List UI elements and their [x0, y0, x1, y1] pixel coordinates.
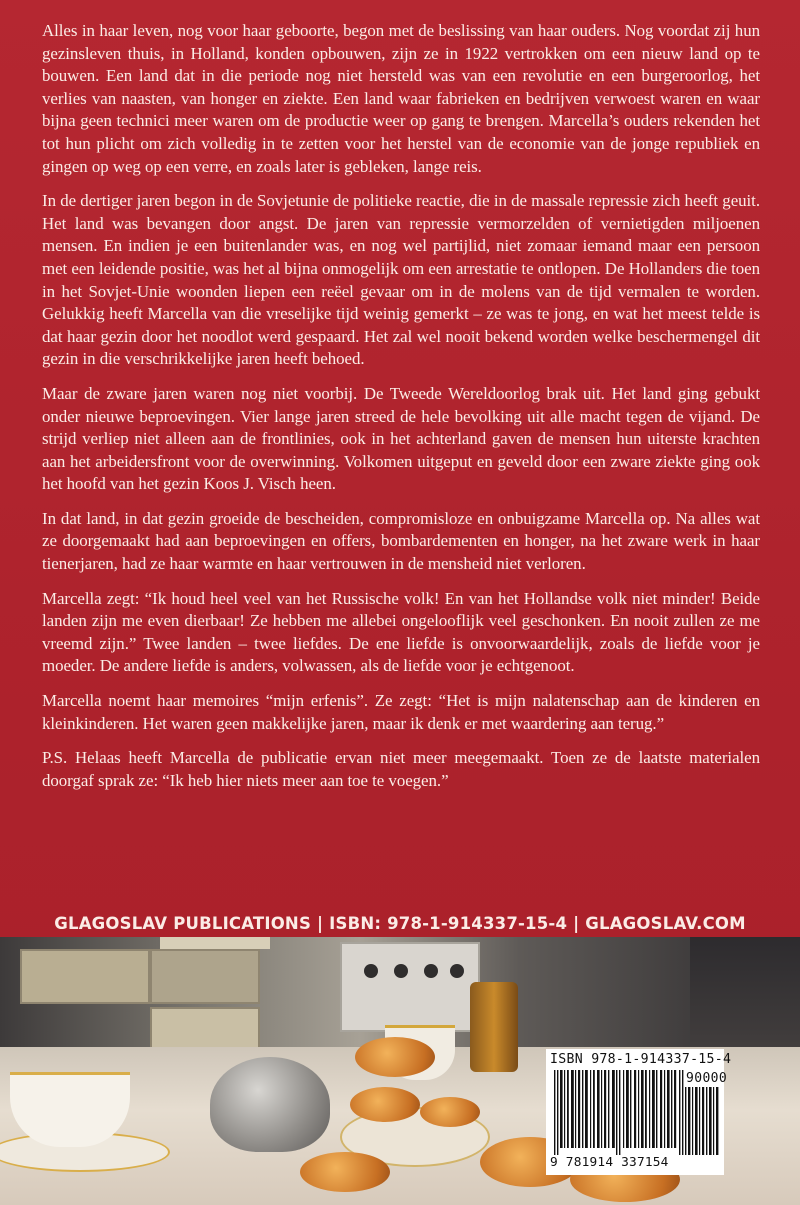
blurb-text [42, 20, 760, 804]
bread-roll [350, 1087, 420, 1122]
isbn-barcode [546, 1049, 732, 1175]
price-code: 90000 [686, 1071, 728, 1086]
blurb-paragraph-6: Marcella noemt haar memoires “mijn erfenis”. Ze zegt: “Het is mijn nalatenschap aan de kinderen en kleinkinderen. Het waren geen makkelijke jaren, maar ik denk er met waardering aan terug.” [42, 691, 760, 733]
barcode-bars [552, 1070, 686, 1155]
addon-barcode-bars [684, 1087, 720, 1155]
teapot [210, 1057, 330, 1152]
blurb-paragraph-2: In de dertiger jaren begon in de Sovjetunie de politieke reactie, die in de massale repressie zich heeft geuit. Het land was bevangen door angst. De jaren van repressie vermorzelden of vernietigden miljoenen mensen. En indien je een buitenlander was, en nog wel partijlid, niet zomaar iemand maar een persoon met een leidende positie, was het al bijna onmogelijk om een arrestatie te ontlopen. De Hollanders die toen in het Sovjet-Unie woonden liepen een reëel gevaar om in de molens van de tijd vermalen te worden. Gelukkig heeft Marcella van die vreselijke tijd weinig gemerkt – ze was te jong, en wat het meest telde is dat haar gezin door het noodlot werd gespaard. Het zal wel nooit bekend worden welke beschermengel dit gezin in die verschrikkelijke jaren heeft behoed. [42, 191, 760, 369]
jam-jar [470, 982, 518, 1072]
blurb-paragraph-7: P.S. Helaas heeft Marcella de publicatie ervan niet meer meegemaakt. Toen ze de laatste materialen doorgaf sprak ze: “Ik heb hier niets meer aan toe te voegen.” [42, 748, 760, 790]
blurb-paragraph-3: Maar de zware jaren waren nog niet voorbij. De Tweede Wereldoorlog brak uit. Het land ging gebukt onder nieuwe beproevingen. Vier lange jaren streed de hele bevolking uit alle macht tegen de vijand. De strijd verliep niet alleen aan de frontlinies, ook in het achterland gaven de mensen hun uiterste krachten aan het arbeidersfront voor de overwinning. Volkomen uitgeput en geveld door een zware ziekte ging ook het hoofd van het gezin Koos J. Visch heen. [42, 383, 760, 494]
bread-roll [355, 1037, 435, 1077]
publisher-line: GLAGOSLAV PUBLICATIONS | ISBN: 978-1-914337-15-4 | GLAGOSLAV.COM [54, 914, 746, 933]
cabinet-middle [150, 949, 260, 1004]
blurb-paragraph-4: In dat land, in dat gezin groeide de bescheiden, compromisloze en onbuigzame Marcella op. Na alles wat ze doorgemaakt had aan beproevingen en offers, bombardementen en honger, na het zware werk in haar tienerjaren, had ze haar warmte en haar vertrouwen in de mensheid niet verloren. [42, 508, 760, 574]
blurb-paragraph-1: Alles in haar leven, nog voor haar geboorte, begon met de beslissing van haar ouders. Nog voordat zij hun gezinsleven thuis, in Holland, konden opbouwen, zijn ze in 1922 vertrokken om een nieuw land op te bouwen. Een land dat in die periode nog niet hersteld was van een revolutie en een burgeroorlog, het verlies van naasten, van honger en ziekte. Een land waar fabrieken en bedrijven verwoest waren en waar bijna geen technici meer waren om de productie weer op gang te brengen. Marcella’s ouders rekenden het tot hun plicht om zich volledig in te zetten voor het herstel van de economie van de jonge republiek en gingen op weg op een verre, en zoals later is gebleken, lange reis. [42, 21, 760, 176]
stove-knob [394, 964, 408, 978]
stove-knob [424, 964, 438, 978]
barcode-number: 9 781914 337154 [550, 1155, 669, 1170]
bread-roll [420, 1097, 480, 1127]
stove-knob [450, 964, 464, 978]
blurb-paragraph-5: Marcella zegt: “Ik houd heel veel van het Russische volk! En van het Hollandse volk niet minder! Beide landen zijn me even dierbaar! Ze hebben me allebei ongelooflijk veel geschonken. En nooit zullen ze me vreemd zijn.” Twee landen – twee liefdes. De ene liefde is onvoorwaardelijk, zoals de liefde voor je moeder. De andere liefde is anders, volwassen, als de liefde voor je echtgenoot. [42, 588, 760, 676]
cabinet-left [20, 949, 150, 1004]
bread-roll [300, 1152, 390, 1192]
stove-knob [364, 964, 378, 978]
stove [340, 942, 480, 1032]
cabinet-top [160, 937, 270, 949]
isbn-label: ISBN 978-1-914337-15-4 [550, 1052, 732, 1067]
